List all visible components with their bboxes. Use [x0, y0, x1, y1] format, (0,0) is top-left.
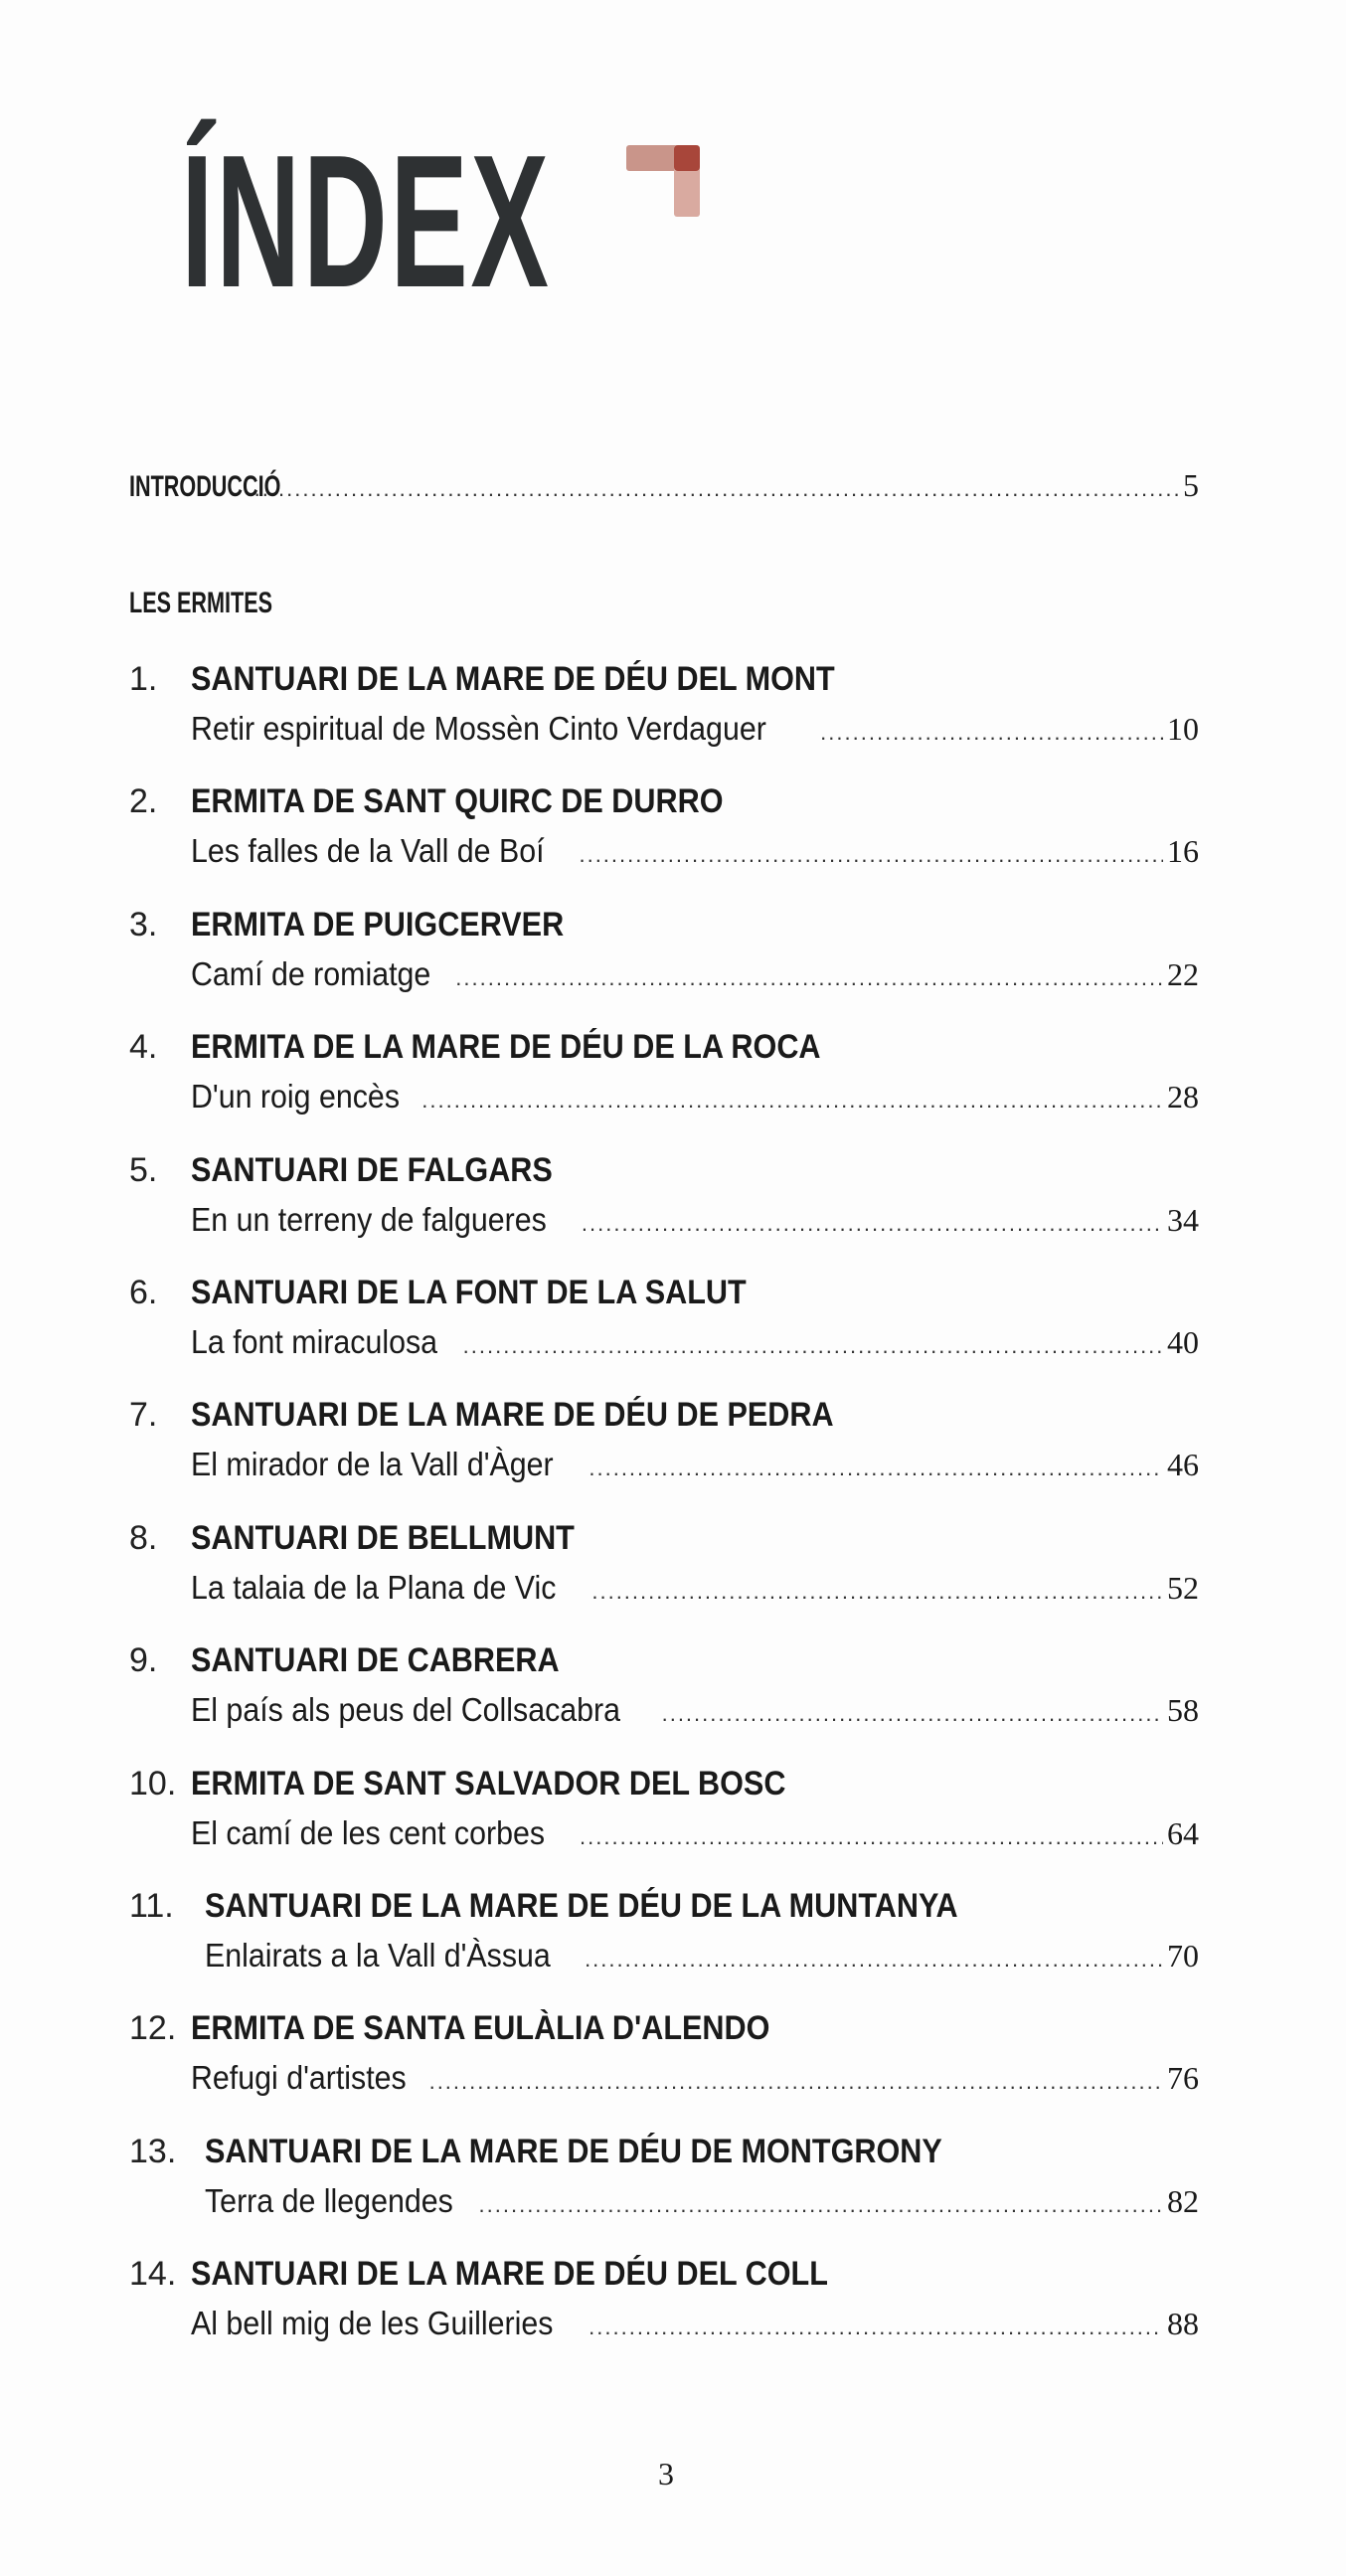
dot-leader [579, 842, 1163, 868]
dot-leader [421, 1088, 1163, 1114]
entry-page: 64 [1167, 1814, 1199, 1851]
dot-leader [582, 1211, 1163, 1237]
entry-page: 28 [1167, 1079, 1199, 1116]
entry-subtitle: La talaia de la Plana de Vic [191, 1568, 557, 1606]
entry-subtitle: Camí de romiatge [191, 954, 431, 992]
entry-title: SANTUARI DE BELLMUNT [191, 1518, 575, 1557]
entry-number: 13. [129, 2132, 177, 2170]
entry-number: 5. [129, 1150, 158, 1189]
dot-leader [455, 965, 1163, 991]
entry-subtitle: El país als peus del Collsacabra [191, 1691, 621, 1729]
entry-page: 22 [1167, 955, 1199, 992]
entry-subtitle: El camí de les cent corbes [191, 1813, 546, 1851]
corner-mark-decoration [626, 145, 700, 217]
entry-page: 76 [1167, 2060, 1199, 2097]
entry-number: 7. [129, 1396, 158, 1435]
toc-entry-introduction[interactable] [129, 467, 1199, 504]
entry-subtitle: Retir espiritual de Mossèn Cinto Verdaguer [191, 710, 766, 747]
section-heading: LES ERMITES [129, 587, 273, 619]
entry-page: 34 [1167, 1201, 1199, 1238]
entry-title: SANTUARI DE LA MARE DE DÉU DE PEDRA [191, 1396, 834, 1435]
dot-leader [662, 1701, 1163, 1727]
dot-leader [479, 2192, 1163, 2218]
entry-title: ERMITA DE LA MARE DE DÉU DE LA ROCA [191, 1028, 821, 1067]
entry-number: 9. [129, 1641, 158, 1680]
intro-label: INTRODUCCIÓ [129, 470, 281, 503]
dot-leader [580, 1824, 1163, 1850]
entry-subtitle: En un terreny de falgueres [191, 1200, 547, 1238]
entry-page: 82 [1167, 2182, 1199, 2219]
dot-leader [585, 1947, 1163, 1973]
entry-number: 4. [129, 1028, 158, 1067]
entry-title: SANTUARI DE LA MARE DE DÉU DE MONTGRONY [205, 2132, 942, 2170]
entry-title: SANTUARI DE LA MARE DE DÉU DEL MONT [191, 660, 835, 698]
dot-leader [591, 1579, 1163, 1605]
dot-leader [589, 1456, 1163, 1481]
entry-title: ERMITA DE SANT SALVADOR DEL BOSC [191, 1764, 786, 1803]
entry-title: SANTUARI DE CABRERA [191, 1641, 560, 1680]
dot-leader [254, 476, 1179, 502]
entry-page: 46 [1167, 1447, 1199, 1483]
entry-subtitle: Terra de llegendes [205, 2181, 453, 2219]
dot-leader [429, 2069, 1163, 2095]
entry-page: 10 [1167, 711, 1199, 747]
entry-number: 1. [129, 660, 158, 698]
entry-subtitle: Refugi d'artistes [191, 2059, 407, 2097]
entry-page: 70 [1167, 1938, 1199, 1974]
entry-page: 16 [1167, 833, 1199, 870]
entry-subtitle: El mirador de la Vall d'Àger [191, 1446, 554, 1483]
entry-title: SANTUARI DE LA MARE DE DÉU DEL COLL [191, 2255, 828, 2294]
entry-title: SANTUARI DE LA FONT DE LA SALUT [191, 1274, 747, 1311]
entry-subtitle: La font miraculosa [191, 1323, 438, 1360]
entry-number: 14. [129, 2255, 177, 2294]
entry-number: 10. [129, 1764, 177, 1803]
entry-number: 11. [129, 1887, 174, 1925]
dot-leader [820, 720, 1163, 746]
entry-page: 58 [1167, 1692, 1199, 1729]
entry-number: 3. [129, 905, 158, 944]
entry-page: 40 [1167, 1324, 1199, 1360]
entry-number: 6. [129, 1274, 158, 1311]
entry-title: ERMITA DE SANT QUIRC DE DURRO [191, 782, 724, 821]
entry-title: SANTUARI DE LA MARE DE DÉU DE LA MUNTANYA [205, 1887, 958, 1925]
entry-subtitle: Enlairats a la Vall d'Àssua [205, 1937, 551, 1974]
entry-title: ERMITA DE PUIGCERVER [191, 905, 565, 944]
entry-number: 2. [129, 782, 158, 821]
entry-number: 12. [129, 2009, 177, 2048]
intro-page: 5 [1183, 467, 1199, 503]
entry-title: SANTUARI DE FALGARS [191, 1150, 553, 1189]
entry-page: 88 [1167, 2306, 1199, 2342]
entry-subtitle: D'un roig encès [191, 1078, 401, 1116]
entry-title: ERMITA DE SANTA EULÀLIA D'ALENDO [191, 2009, 770, 2048]
page-title: ÍNDEX [181, 116, 552, 327]
entry-page: 52 [1167, 1569, 1199, 1606]
dot-leader [589, 2315, 1163, 2340]
dot-leader [463, 1333, 1163, 1359]
entry-number: 8. [129, 1518, 158, 1557]
entry-subtitle: Les falles de la Vall de Boí [191, 832, 545, 870]
entry-subtitle: Al bell mig de les Guilleries [191, 2305, 554, 2342]
page-number: 3 [658, 2456, 674, 2491]
